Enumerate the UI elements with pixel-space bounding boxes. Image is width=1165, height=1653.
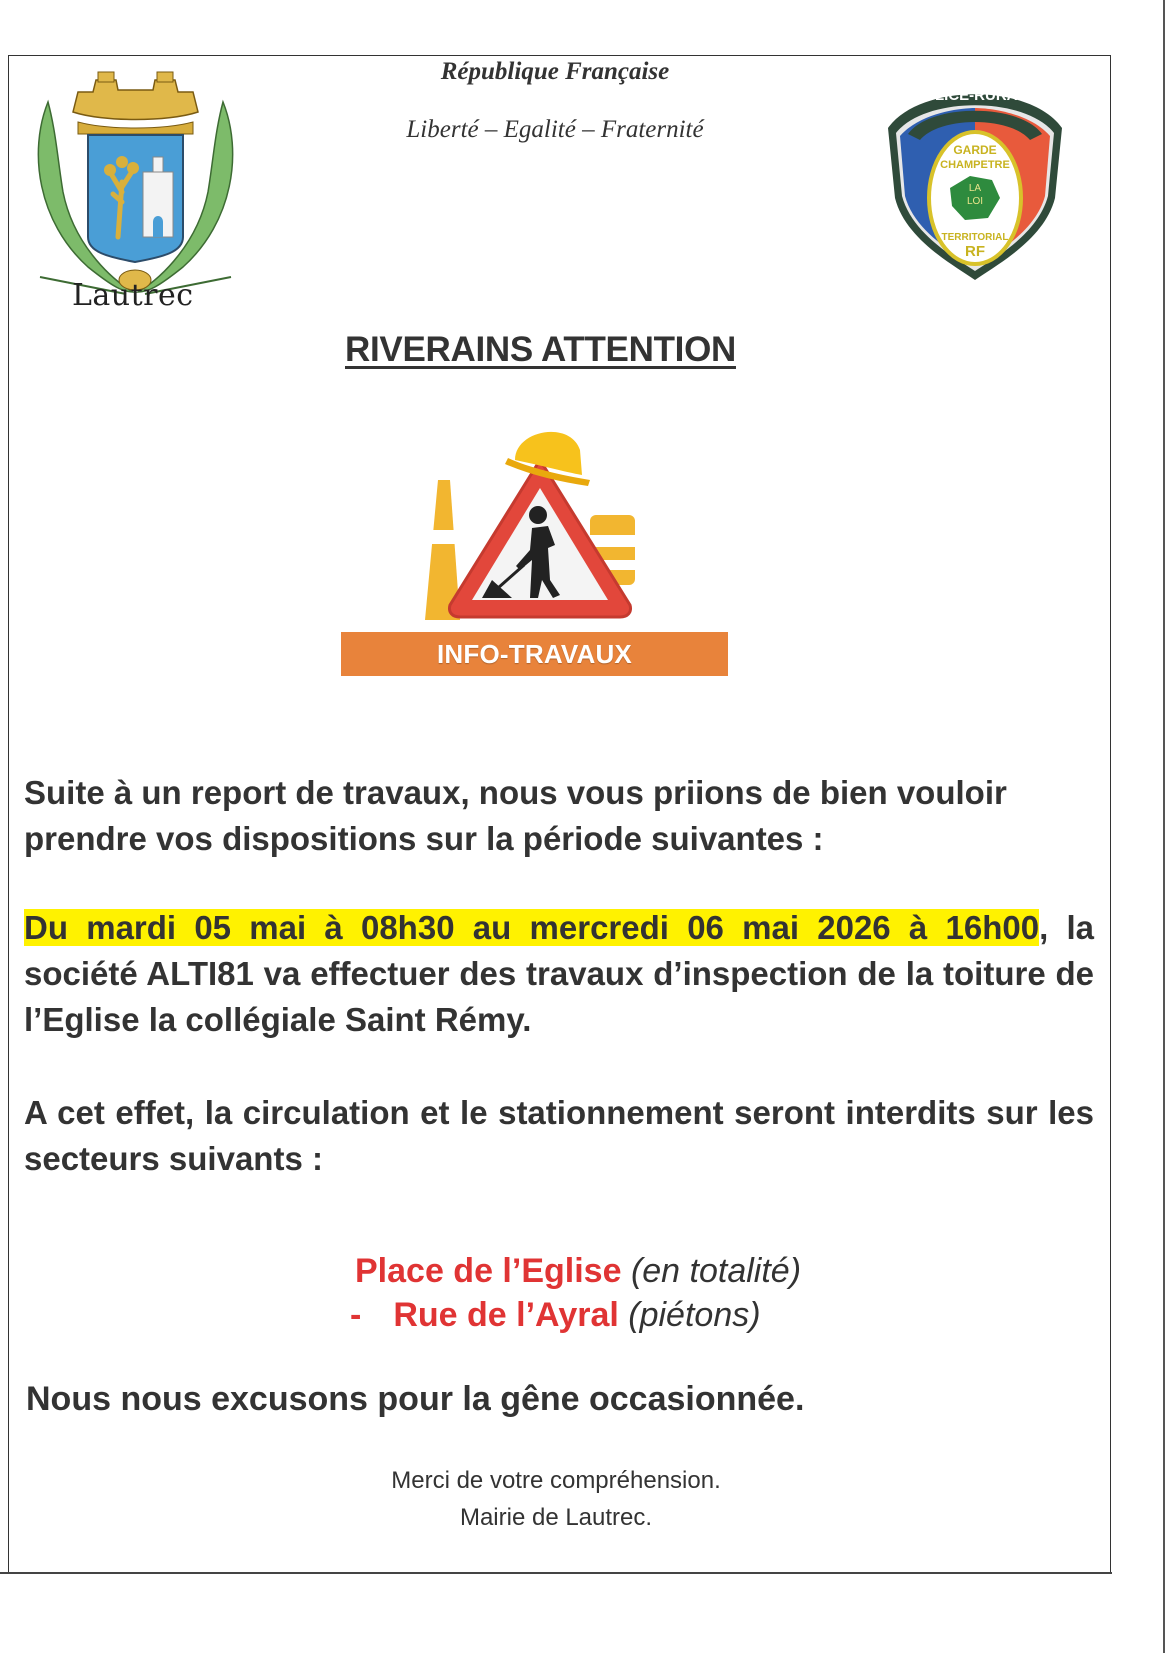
- thanks-text: Merci de votre compréhension.: [391, 1467, 721, 1494]
- notice-title: RIVERAINS ATTENTION: [345, 330, 736, 369]
- police-rurale-badge-icon: [880, 78, 1070, 283]
- info-travaux-banner: INFO-TRAVAUX: [341, 632, 728, 676]
- notice-paragraph-3: A cet effet, la circulation et le stationnement seront interdits sur les secteurs suivants :: [24, 1094, 1094, 1177]
- badge-top-text: POLICE-RURALE: [913, 87, 1037, 104]
- location-name: Place de l’Eglise: [355, 1252, 622, 1290]
- svg-text:GARDE: GARDE: [953, 143, 997, 157]
- location-item: [355, 1252, 801, 1291]
- roadwork-sign-icon: [420, 420, 660, 635]
- coat-of-arms-label: Lautrec: [72, 278, 194, 313]
- location-name: Rue de l’Ayral: [393, 1296, 619, 1334]
- signature-text: Mairie de Lautrec.: [459, 1504, 653, 1531]
- location-item: [350, 1296, 761, 1335]
- list-dash: -: [350, 1296, 362, 1334]
- svg-text:LOI: LOI: [966, 196, 984, 207]
- paragraph-2-rest: , la société ALTI81 va effectuer des travaux d’inspection de la toiture de l’Eglise la collégiale Saint Rémy.: [24, 909, 1094, 1038]
- location-note: (piétons): [628, 1296, 761, 1334]
- svg-text:CHAMPETRE: CHAMPETRE: [940, 159, 1010, 171]
- svg-text:LA: LA: [968, 183, 982, 194]
- date-highlight: Du mardi 05 mai à 08h30 au mercredi 06 mai 2026 à 16h00: [24, 909, 1040, 946]
- svg-text:TERRITORIAL: TERRITORIAL: [941, 232, 1009, 243]
- location-note: (en totalité): [630, 1252, 802, 1290]
- notice-paragraph-2: [24, 905, 1094, 1043]
- svg-text:RF: RF: [965, 243, 985, 260]
- apology-text: Nous nous excusons pour la gêne occasionnée.: [26, 1380, 805, 1418]
- frame-bottom-line: [0, 1572, 1112, 1574]
- republic-motto: Liberté – Egalité – Fraternité: [406, 116, 704, 143]
- republic-heading: République Française: [440, 58, 670, 85]
- notice-paragraph-1: Suite à un report de travaux, nous vous priions de bien vouloir prendre vos dispositions sur la période suivantes :: [24, 774, 1007, 857]
